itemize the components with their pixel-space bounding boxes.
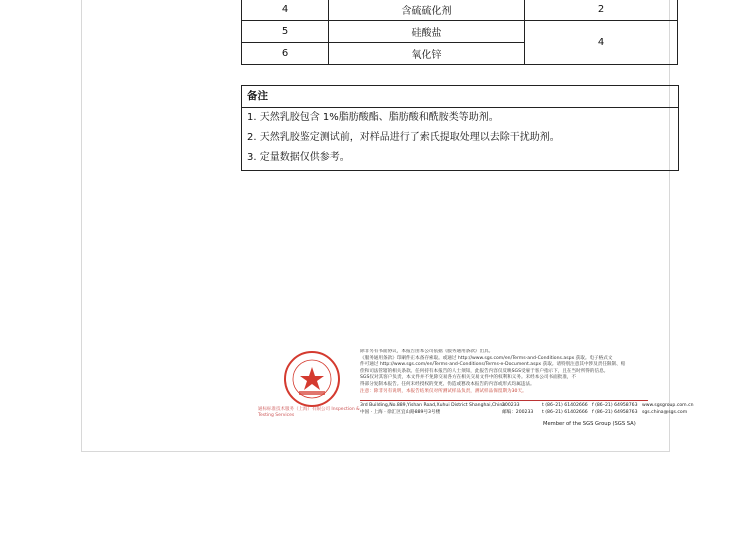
note-line: 2. 天然乳胶鉴定测试前，对样品进行了索氏提取处理以去除干扰助剂。 <box>247 132 560 143</box>
member-label: Member of the SGS Group (SGS SA) <box>543 421 636 427</box>
row-item: 硅酸盐 <box>329 21 525 43</box>
row-value: 4 <box>525 21 678 65</box>
results-table <box>241 0 678 65</box>
report-page <box>81 0 694 452</box>
company-seal-icon <box>283 350 341 408</box>
notes-box <box>241 85 679 171</box>
note-line: 3. 定量数据仅供参考。 <box>247 152 350 163</box>
notes-title: 备注 <box>242 86 678 108</box>
row-item: 氧化锌 <box>329 43 525 65</box>
seal-label: 通标标准技术服务（上海）有限公司 Inspection & Testing Services <box>258 407 360 418</box>
note-line: 1. 天然乳胶包含 1%脂肪酸酯、脂肪酸和酰胺类等助剂。 <box>247 112 499 123</box>
report-footer <box>258 345 694 435</box>
footer-divider <box>360 400 648 401</box>
row-item: 含硫硫化剂 <box>329 0 525 21</box>
row-number: 6 <box>242 43 329 65</box>
row-number: 5 <box>242 21 329 43</box>
terms-fine-print: 除非另有书面协议，本报告由本公司依据《服务通用条款》出具。 《服务通用条款》印刷件正本备存索取。或通过 http://www.sgs.com/en/Terms-and-Conditions.aspx 获取。电子格式文 件可通过 http://www.sgs.com/en/Terms-and-Conditions/Terms-e-Document.aspx 获取。请特别注意其中涉及责任限制、赔 偿和司法管辖的相关条款。任何持有本报告的人士须知，此报告内容仅反映SGS受雇于客户指示下，且在当时所得的信息。 SGS仅对其客户负责，本文件并不免除交易各方在相关交易文件中的权利和义务。未经本公司书面批准，不 得部分复制本报告。任何未经授权的变更、伪造或篡改本报告的内容或形式均属违法。 注意：除非另有说明，本报告结果仅对所测试样品负责，测试样品保留期为30天。 <box>360 349 626 394</box>
row-number: 4 <box>242 0 329 21</box>
table-row <box>242 21 678 43</box>
table-row <box>242 0 678 21</box>
row-value: 2 <box>525 0 678 21</box>
company-address: 3rd Building,No.889,Yishan Road,Xuhui District Shanghai,China200233 t (86–21) 61402666 f (86–21) 64958763 www.sgsgroup.com.cn 中国 · 上海 · 徐汇区宜山路889号3号楼 邮编：200233 t (86–21) 61402666 f (86–21) 64958763 sgs.china@sgs.com <box>360 403 694 415</box>
